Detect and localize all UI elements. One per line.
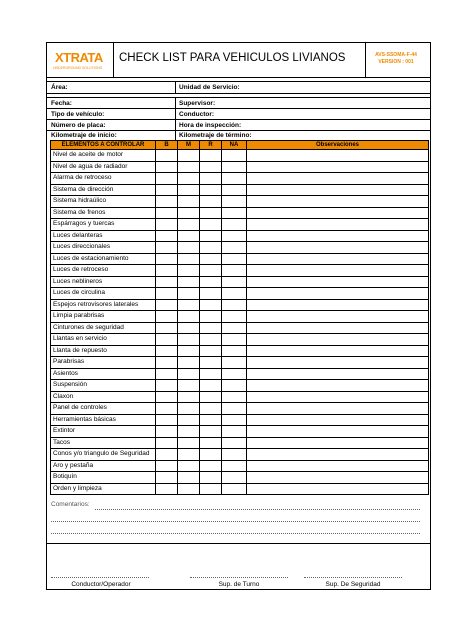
cell-m[interactable] xyxy=(178,483,200,495)
cell-observaciones[interactable] xyxy=(247,414,429,426)
table-row xyxy=(51,483,429,495)
table-row xyxy=(51,345,429,357)
cell-observaciones[interactable] xyxy=(247,334,429,346)
comment-line[interactable] xyxy=(51,533,420,534)
fecha-field[interactable]: Fecha: xyxy=(51,100,72,107)
cell-r[interactable] xyxy=(200,460,222,472)
col-header-r: R xyxy=(200,141,222,150)
signature-line[interactable] xyxy=(51,577,149,578)
cell-b[interactable] xyxy=(156,483,178,495)
cell-m[interactable] xyxy=(178,242,200,254)
cell-b[interactable] xyxy=(156,426,178,438)
supervisor-field[interactable]: Supervisor: xyxy=(179,100,216,107)
cell-m[interactable] xyxy=(178,311,200,323)
cell-observaciones[interactable] xyxy=(247,311,429,323)
cell-na[interactable] xyxy=(222,391,247,403)
cell-na[interactable] xyxy=(222,265,247,277)
cell-r[interactable] xyxy=(200,299,222,311)
cell-r[interactable] xyxy=(200,196,222,208)
cell-r[interactable] xyxy=(200,334,222,346)
cell-na[interactable] xyxy=(222,368,247,380)
cell-na[interactable] xyxy=(222,437,247,449)
cell-na[interactable] xyxy=(222,219,247,231)
item-label: Limpia parabrisas xyxy=(51,311,156,323)
cell-b[interactable] xyxy=(156,368,178,380)
col-header-observaciones: Observaciones xyxy=(247,141,429,150)
cell-observaciones[interactable] xyxy=(247,265,429,277)
km-inicio-field[interactable]: Kilometraje de inicio: xyxy=(51,132,117,139)
table-row xyxy=(51,196,429,208)
cell-r[interactable] xyxy=(200,276,222,288)
table-row xyxy=(51,253,429,265)
cell-observaciones[interactable] xyxy=(247,276,429,288)
cell-observaciones[interactable] xyxy=(247,437,429,449)
cell-observaciones[interactable] xyxy=(247,403,429,415)
cell-na[interactable] xyxy=(222,460,247,472)
col-header-na: NA xyxy=(222,141,247,150)
table-header-row xyxy=(51,141,429,150)
logo-text: XTRATA xyxy=(55,50,103,65)
cell-b[interactable] xyxy=(156,219,178,231)
cell-m[interactable] xyxy=(178,380,200,392)
cell-b[interactable] xyxy=(156,288,178,300)
cell-na[interactable] xyxy=(222,161,247,173)
cell-b[interactable] xyxy=(156,357,178,369)
cell-na[interactable] xyxy=(222,426,247,438)
cell-observaciones[interactable] xyxy=(247,196,429,208)
cell-r[interactable] xyxy=(200,322,222,334)
cell-b[interactable] xyxy=(156,299,178,311)
cell-m[interactable] xyxy=(178,460,200,472)
cell-observaciones[interactable] xyxy=(247,472,429,484)
item-label: Espárragos y tuercas xyxy=(51,219,156,231)
col-header-b: B xyxy=(156,141,178,150)
table-row xyxy=(51,161,429,173)
table-row xyxy=(51,173,429,185)
cell-m[interactable] xyxy=(178,150,200,162)
item-label: Nivel de aceite de motor xyxy=(51,150,156,162)
cell-m[interactable] xyxy=(178,207,200,219)
cell-r[interactable] xyxy=(200,380,222,392)
company-logo xyxy=(49,46,109,74)
cell-r[interactable] xyxy=(200,483,222,495)
cell-b[interactable] xyxy=(156,253,178,265)
item-label: Orden y limpieza xyxy=(51,483,156,495)
cell-m[interactable] xyxy=(178,288,200,300)
checklist-table xyxy=(50,140,429,495)
cell-r[interactable] xyxy=(200,219,222,231)
cell-m[interactable] xyxy=(178,299,200,311)
hora-field[interactable]: Hora de inspección: xyxy=(179,122,242,129)
table-row xyxy=(51,449,429,461)
page-title: CHECK LIST PARA VEHICULOS LIVIANOS xyxy=(119,52,346,64)
cell-m[interactable] xyxy=(178,196,200,208)
cell-b[interactable] xyxy=(156,334,178,346)
item-label: Tacos xyxy=(51,437,156,449)
item-label: Panel de controles xyxy=(51,403,156,415)
cell-m[interactable] xyxy=(178,173,200,185)
cell-observaciones[interactable] xyxy=(247,253,429,265)
cell-r[interactable] xyxy=(200,357,222,369)
item-label: Aro y pestaña xyxy=(51,460,156,472)
cell-r[interactable] xyxy=(200,414,222,426)
cell-b[interactable] xyxy=(156,437,178,449)
table-row xyxy=(51,311,429,323)
form-header xyxy=(47,43,430,78)
item-label: Claxon xyxy=(51,391,156,403)
item-label: Luces delanteras xyxy=(51,230,156,242)
cell-b[interactable] xyxy=(156,196,178,208)
col-header-elementos: ELEMENTOS A CONTROLAR xyxy=(51,141,156,150)
item-label: Sistema de dirección xyxy=(51,184,156,196)
table-row xyxy=(51,265,429,277)
cell-na[interactable] xyxy=(222,334,247,346)
cell-m[interactable] xyxy=(178,322,200,334)
cell-observaciones[interactable] xyxy=(247,230,429,242)
item-label: Luces neblineros xyxy=(51,276,156,288)
cell-observaciones[interactable] xyxy=(247,368,429,380)
item-label: Sistema hidraúlico xyxy=(51,196,156,208)
cell-m[interactable] xyxy=(178,161,200,173)
divider xyxy=(47,543,430,544)
tipo-field[interactable]: Tipo de vehículo: xyxy=(51,111,105,118)
divider xyxy=(47,119,430,120)
cell-b[interactable] xyxy=(156,161,178,173)
cell-b[interactable] xyxy=(156,265,178,277)
signature-sup-seguridad: Sup. De Seguridad xyxy=(325,581,381,588)
table-row xyxy=(51,322,429,334)
item-label: Parabrisas xyxy=(51,357,156,369)
item-label: Alarma de retroceso xyxy=(51,173,156,185)
cell-m[interactable] xyxy=(178,253,200,265)
cell-r[interactable] xyxy=(200,449,222,461)
cell-na[interactable] xyxy=(222,472,247,484)
comment-line[interactable] xyxy=(95,509,420,510)
cell-na[interactable] xyxy=(222,276,247,288)
cell-observaciones[interactable] xyxy=(247,288,429,300)
cell-r[interactable] xyxy=(200,207,222,219)
cell-na[interactable] xyxy=(222,403,247,415)
item-label: Sistema de frenos xyxy=(51,207,156,219)
item-label: Asientos xyxy=(51,368,156,380)
cell-m[interactable] xyxy=(178,403,200,415)
cell-na[interactable] xyxy=(222,230,247,242)
cell-observaciones[interactable] xyxy=(247,173,429,185)
cell-b[interactable] xyxy=(156,403,178,415)
cell-na[interactable] xyxy=(222,357,247,369)
signature-sup-turno: Sup. de Turno xyxy=(218,581,260,588)
cell-na[interactable] xyxy=(222,173,247,185)
cell-na[interactable] xyxy=(222,311,247,323)
cell-observaciones[interactable] xyxy=(247,380,429,392)
cell-r[interactable] xyxy=(200,368,222,380)
form-code xyxy=(366,52,426,66)
cell-observaciones[interactable] xyxy=(247,207,429,219)
placa-field[interactable]: Número de placa: xyxy=(51,122,106,129)
cell-r[interactable] xyxy=(200,265,222,277)
cell-observaciones[interactable] xyxy=(247,150,429,162)
cell-na[interactable] xyxy=(222,253,247,265)
table-row xyxy=(51,207,429,219)
cell-na[interactable] xyxy=(222,184,247,196)
cell-b[interactable] xyxy=(156,150,178,162)
signature-line[interactable] xyxy=(304,577,402,578)
cell-m[interactable] xyxy=(178,414,200,426)
cell-observaciones[interactable] xyxy=(247,184,429,196)
cell-m[interactable] xyxy=(178,276,200,288)
logo-subtitle: UNDERGROUND SOLUTIONS xyxy=(53,66,103,70)
cell-r[interactable] xyxy=(200,161,222,173)
cell-r[interactable] xyxy=(200,311,222,323)
cell-r[interactable] xyxy=(200,173,222,185)
cell-m[interactable] xyxy=(178,219,200,231)
cell-b[interactable] xyxy=(156,391,178,403)
table-row xyxy=(51,357,429,369)
table-row xyxy=(51,184,429,196)
cell-observaciones[interactable] xyxy=(247,322,429,334)
cell-r[interactable] xyxy=(200,230,222,242)
cell-na[interactable] xyxy=(222,345,247,357)
item-label: Suspensión xyxy=(51,380,156,392)
table-row xyxy=(51,242,429,254)
cell-observaciones[interactable] xyxy=(247,357,429,369)
cell-r[interactable] xyxy=(200,242,222,254)
cell-m[interactable] xyxy=(178,472,200,484)
divider xyxy=(47,81,430,82)
cell-observaciones[interactable] xyxy=(247,391,429,403)
cell-na[interactable] xyxy=(222,380,247,392)
cell-b[interactable] xyxy=(156,311,178,323)
divider xyxy=(113,43,114,77)
cell-b[interactable] xyxy=(156,460,178,472)
comments-label: Comentarios: xyxy=(51,501,90,508)
comment-line[interactable] xyxy=(51,521,420,522)
table-row xyxy=(51,230,429,242)
table-row xyxy=(51,391,429,403)
item-label: Espejos retrovisores laterales xyxy=(51,299,156,311)
cell-b[interactable] xyxy=(156,380,178,392)
cell-na[interactable] xyxy=(222,299,247,311)
cell-na[interactable] xyxy=(222,483,247,495)
item-label: Botiquín xyxy=(51,472,156,484)
cell-r[interactable] xyxy=(200,391,222,403)
cell-r[interactable] xyxy=(200,150,222,162)
cell-b[interactable] xyxy=(156,322,178,334)
cell-r[interactable] xyxy=(200,426,222,438)
cell-na[interactable] xyxy=(222,414,247,426)
divider xyxy=(47,93,430,94)
item-label: Extintor xyxy=(51,426,156,438)
signature-conductor: Conductor/Operador xyxy=(71,581,131,588)
col-header-m: M xyxy=(178,141,200,150)
divider xyxy=(175,81,176,93)
item-label: Luces direccionales xyxy=(51,242,156,254)
cell-m[interactable] xyxy=(178,345,200,357)
table-row xyxy=(51,299,429,311)
cell-b[interactable] xyxy=(156,276,178,288)
form-version: VERSION : 001 xyxy=(378,59,414,65)
cell-observaciones[interactable] xyxy=(247,242,429,254)
cell-r[interactable] xyxy=(200,288,222,300)
cell-na[interactable] xyxy=(222,150,247,162)
cell-na[interactable] xyxy=(222,207,247,219)
area-field[interactable]: Área: xyxy=(51,84,68,91)
cell-observaciones[interactable] xyxy=(247,219,429,231)
cell-b[interactable] xyxy=(156,207,178,219)
cell-r[interactable] xyxy=(200,403,222,415)
cell-observaciones[interactable] xyxy=(247,426,429,438)
divider xyxy=(47,108,430,109)
item-label: Luces de retroceso xyxy=(51,265,156,277)
divider xyxy=(47,97,430,98)
item-label: Llantas en servicio xyxy=(51,334,156,346)
cell-na[interactable] xyxy=(222,322,247,334)
cell-m[interactable] xyxy=(178,334,200,346)
cell-m[interactable] xyxy=(178,357,200,369)
table-row xyxy=(51,472,429,484)
cell-r[interactable] xyxy=(200,437,222,449)
km-termino-field[interactable]: Kilometraje de término: xyxy=(179,132,252,139)
cell-m[interactable] xyxy=(178,437,200,449)
table-row xyxy=(51,219,429,231)
cell-b[interactable] xyxy=(156,472,178,484)
item-label: Conos y/o triangulo de Seguridad xyxy=(51,449,156,461)
table-row xyxy=(51,276,429,288)
table-row xyxy=(51,403,429,415)
cell-r[interactable] xyxy=(200,253,222,265)
unidad-field[interactable]: Unidad de Servicio: xyxy=(179,84,240,91)
cell-na[interactable] xyxy=(222,196,247,208)
cell-m[interactable] xyxy=(178,230,200,242)
cell-m[interactable] xyxy=(178,184,200,196)
item-label: Llanta de repuesto xyxy=(51,345,156,357)
cell-b[interactable] xyxy=(156,449,178,461)
cell-b[interactable] xyxy=(156,230,178,242)
conductor-field[interactable]: Conductor: xyxy=(179,111,215,118)
signature-line[interactable] xyxy=(190,577,288,578)
table-row xyxy=(51,150,429,162)
item-label: Nivel de agua de radiador xyxy=(51,161,156,173)
table-row xyxy=(51,334,429,346)
cell-b[interactable] xyxy=(156,345,178,357)
cell-na[interactable] xyxy=(222,449,247,461)
cell-r[interactable] xyxy=(200,184,222,196)
table-row xyxy=(51,288,429,300)
table-row xyxy=(51,368,429,380)
table-row xyxy=(51,380,429,392)
item-label: Cinturones de seguridad xyxy=(51,322,156,334)
table-row xyxy=(51,426,429,438)
table-row xyxy=(51,414,429,426)
cell-observaciones[interactable] xyxy=(247,449,429,461)
cell-b[interactable] xyxy=(156,173,178,185)
item-label: Luces de estacionamiento xyxy=(51,253,156,265)
cell-r[interactable] xyxy=(200,345,222,357)
cell-r[interactable] xyxy=(200,472,222,484)
table-row xyxy=(51,437,429,449)
cell-observaciones[interactable] xyxy=(247,345,429,357)
cell-na[interactable] xyxy=(222,288,247,300)
cell-m[interactable] xyxy=(178,426,200,438)
cell-m[interactable] xyxy=(178,391,200,403)
cell-b[interactable] xyxy=(156,184,178,196)
item-label: Luces de circulina xyxy=(51,288,156,300)
checklist-sheet xyxy=(46,42,431,590)
cell-observaciones[interactable] xyxy=(247,161,429,173)
cell-na[interactable] xyxy=(222,242,247,254)
form-code-id: AVS-SSOMA-F-44 xyxy=(375,52,417,58)
cell-m[interactable] xyxy=(178,449,200,461)
cell-observaciones[interactable] xyxy=(247,299,429,311)
item-label: Herramientas básicas xyxy=(51,414,156,426)
cell-observaciones[interactable] xyxy=(247,483,429,495)
cell-m[interactable] xyxy=(178,265,200,277)
cell-b[interactable] xyxy=(156,414,178,426)
cell-observaciones[interactable] xyxy=(247,460,429,472)
divider xyxy=(47,130,430,131)
cell-m[interactable] xyxy=(178,368,200,380)
table-row xyxy=(51,460,429,472)
cell-b[interactable] xyxy=(156,242,178,254)
